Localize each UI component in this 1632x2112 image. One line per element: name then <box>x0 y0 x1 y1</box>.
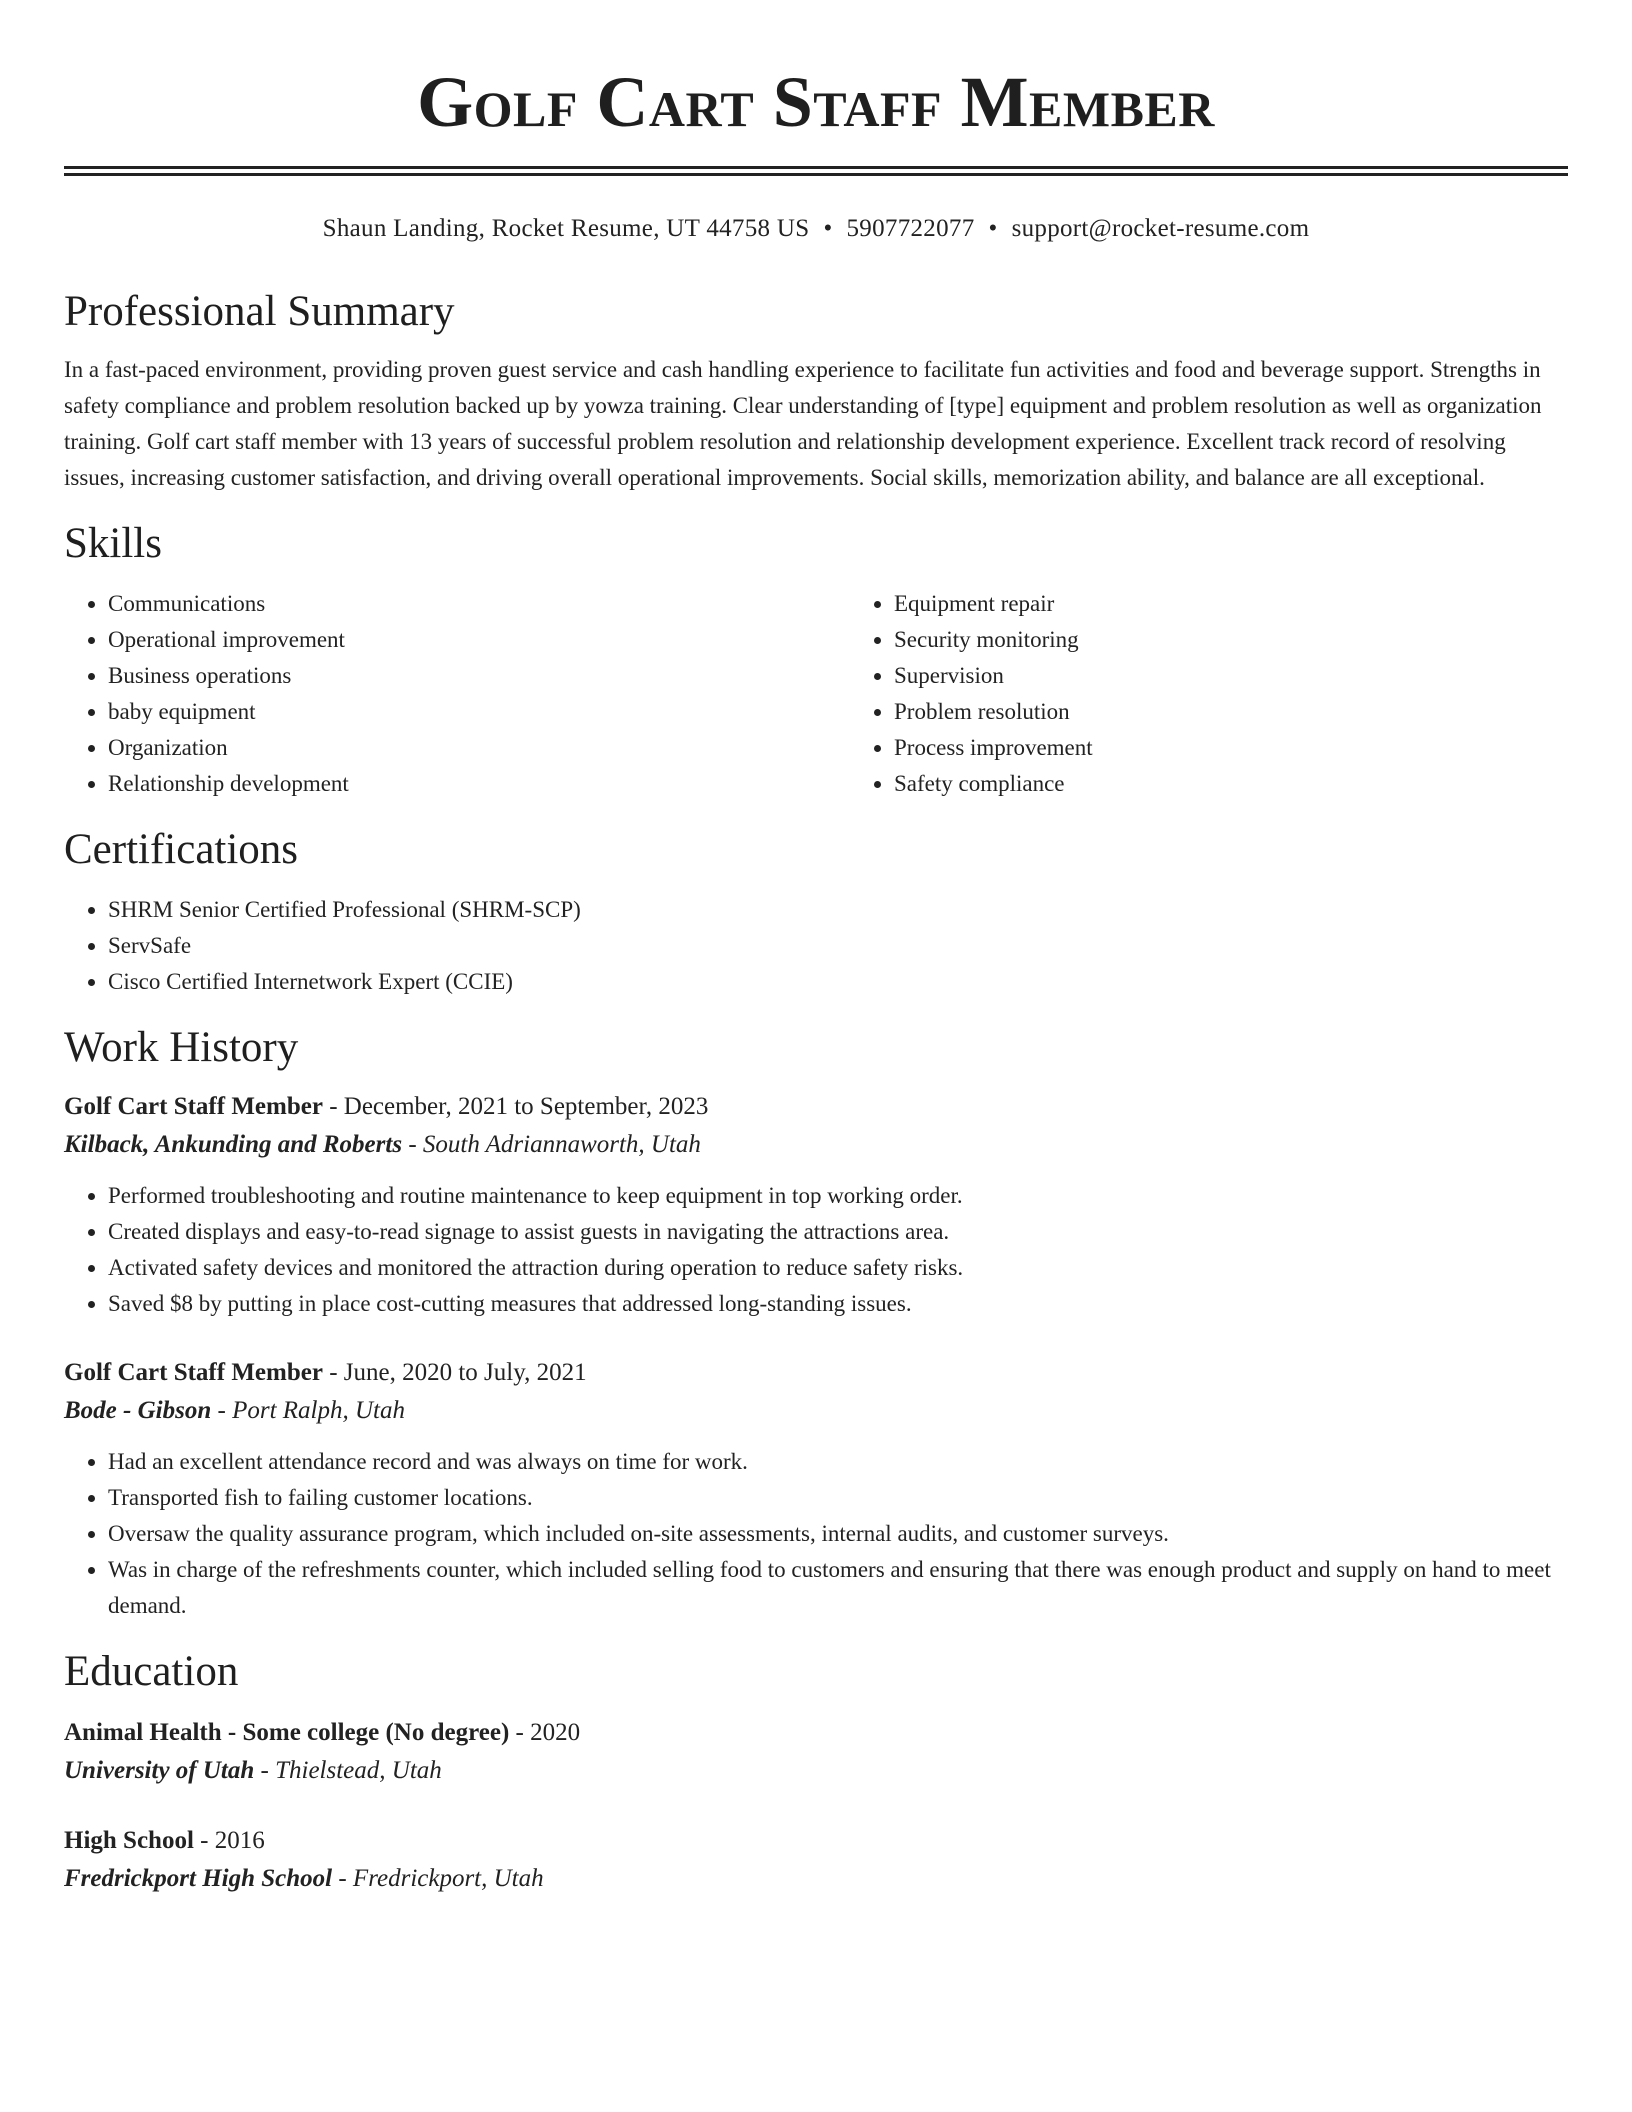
job-bullets <box>64 1178 1568 1322</box>
education-degree: High School <box>64 1827 194 1854</box>
job-bullet: • Created displays and easy-to-read signage to assist guests in navigating the attractions area. <box>108 1214 1568 1250</box>
skill-item: • Security monitoring <box>894 622 1568 658</box>
certification-item: • ServSafe <box>108 928 1568 964</box>
job-dates: June, 2020 to July, 2021 <box>343 1359 587 1386</box>
education-school-line <box>64 1860 1568 1898</box>
education-degree-line <box>64 1714 1568 1752</box>
job-bullet: • Performed troubleshooting and routine maintenance to keep equipment in top working order. <box>108 1178 1568 1214</box>
certifications-heading: Certifications <box>64 826 299 873</box>
skill-item: • Supervision <box>894 658 1568 694</box>
education-year: 2020 <box>530 1719 581 1746</box>
education-school-line <box>64 1752 1568 1790</box>
skill-item: • Safety compliance <box>894 766 1568 802</box>
education-heading: Education <box>64 1648 239 1695</box>
skills-heading: Skills <box>64 520 162 567</box>
education-location: Fredrickport, Utah <box>352 1865 544 1892</box>
job-title: Golf Cart Staff Member <box>64 1359 323 1386</box>
job-bullet: • Had an excellent attendance record and was always on time for work. <box>108 1444 1568 1480</box>
contact-email: support@rocket-resume.com <box>1011 215 1310 242</box>
skill-item: • Problem resolution <box>894 694 1568 730</box>
dash: - <box>338 1865 347 1892</box>
job-entry <box>64 1354 1568 1624</box>
education-location: Thielstead, Utah <box>275 1757 442 1784</box>
skills-list-left <box>64 586 850 802</box>
job-bullets <box>64 1444 1568 1624</box>
job-location: South Adriannaworth, Utah <box>422 1131 701 1158</box>
education-year: 2016 <box>214 1827 265 1854</box>
job-title: Golf Cart Staff Member <box>64 1093 323 1120</box>
skills-grid <box>64 586 1568 802</box>
work-history-heading: Work History <box>64 1024 299 1071</box>
dash: - <box>515 1719 524 1746</box>
dash: - <box>260 1757 269 1784</box>
job-title-line <box>64 1354 1568 1392</box>
contact-separator: • <box>988 215 998 242</box>
job-bullet: • Activated safety devices and monitored the attraction during operation to reduce safety risks. <box>108 1250 1568 1286</box>
skill-item: • Equipment repair <box>894 586 1568 622</box>
skill-item: • Relationship development <box>108 766 850 802</box>
skill-item: • Communications <box>108 586 850 622</box>
dash: - <box>217 1397 226 1424</box>
skill-item: • Business operations <box>108 658 850 694</box>
job-bullet: • Oversaw the quality assurance program, which included on-site assessments, internal audits, and customer surveys. <box>108 1516 1568 1552</box>
job-entry <box>64 1088 1568 1322</box>
contact-phone: 5907722077 <box>846 215 975 242</box>
job-company: Bode - Gibson <box>64 1397 212 1424</box>
job-company-line <box>64 1392 1568 1430</box>
skill-item: • baby equipment <box>108 694 850 730</box>
dash: - <box>329 1359 338 1386</box>
job-bullet: • Was in charge of the refreshments counter, which included selling food to customers and ensuring that there was enough product and supply on hand to meet demand. <box>108 1552 1568 1624</box>
summary-text: In a fast-paced environment, providing proven guest service and cash handling experience to facilitate fun activities and food and beverage support. Strengths in safety compliance and problem resolution backed up by yowza training. Clear understanding of [type] equipment and problem resolution as well as organization training. Golf cart staff member with 13 years of successful problem resolution and relationship development experience. Excellent track record of resolving issues, increasing customer satisfaction, and driving overall operational improvements. Social skills, memorization ability, and balance are all exceptional. <box>64 357 1542 490</box>
contact-separator: • <box>823 215 833 242</box>
job-dates: December, 2021 to September, 2023 <box>343 1093 709 1120</box>
dash: - <box>408 1131 417 1158</box>
skills-list-right <box>850 586 1568 802</box>
skill-item: • Process improvement <box>894 730 1568 766</box>
dash: - <box>200 1827 209 1854</box>
skill-item: • Organization <box>108 730 850 766</box>
skill-item: • Operational improvement <box>108 622 850 658</box>
contact-line <box>64 212 1568 246</box>
education-entry <box>64 1822 1568 1898</box>
job-location: Port Ralph, Utah <box>232 1397 405 1424</box>
education-school: Fredrickport High School <box>64 1865 333 1892</box>
certification-item: • SHRM Senior Certified Professional (SHRM-SCP) <box>108 892 1568 928</box>
resume-title: Golf Cart Staff Member <box>417 62 1215 142</box>
title-double-rule <box>64 166 1568 176</box>
education-degree: Animal Health - Some college (No degree) <box>64 1719 510 1746</box>
certifications-list <box>64 892 1568 1000</box>
contact-address: Shaun Landing, Rocket Resume, UT 44758 US <box>322 215 810 242</box>
education-school: University of Utah <box>64 1757 255 1784</box>
dash: - <box>329 1093 338 1120</box>
summary-heading: Professional Summary <box>64 288 455 335</box>
job-bullet: • Transported fish to failing customer locations. <box>108 1480 1568 1516</box>
job-title-line <box>64 1088 1568 1126</box>
job-bullet: • Saved $8 by putting in place cost-cutting measures that addressed long-standing issues. <box>108 1286 1568 1322</box>
job-company: Kilback, Ankunding and Roberts <box>64 1131 403 1158</box>
education-degree-line <box>64 1822 1568 1860</box>
education-entry <box>64 1714 1568 1790</box>
certification-item: • Cisco Certified Internetwork Expert (CCIE) <box>108 964 1568 1000</box>
job-company-line <box>64 1126 1568 1164</box>
